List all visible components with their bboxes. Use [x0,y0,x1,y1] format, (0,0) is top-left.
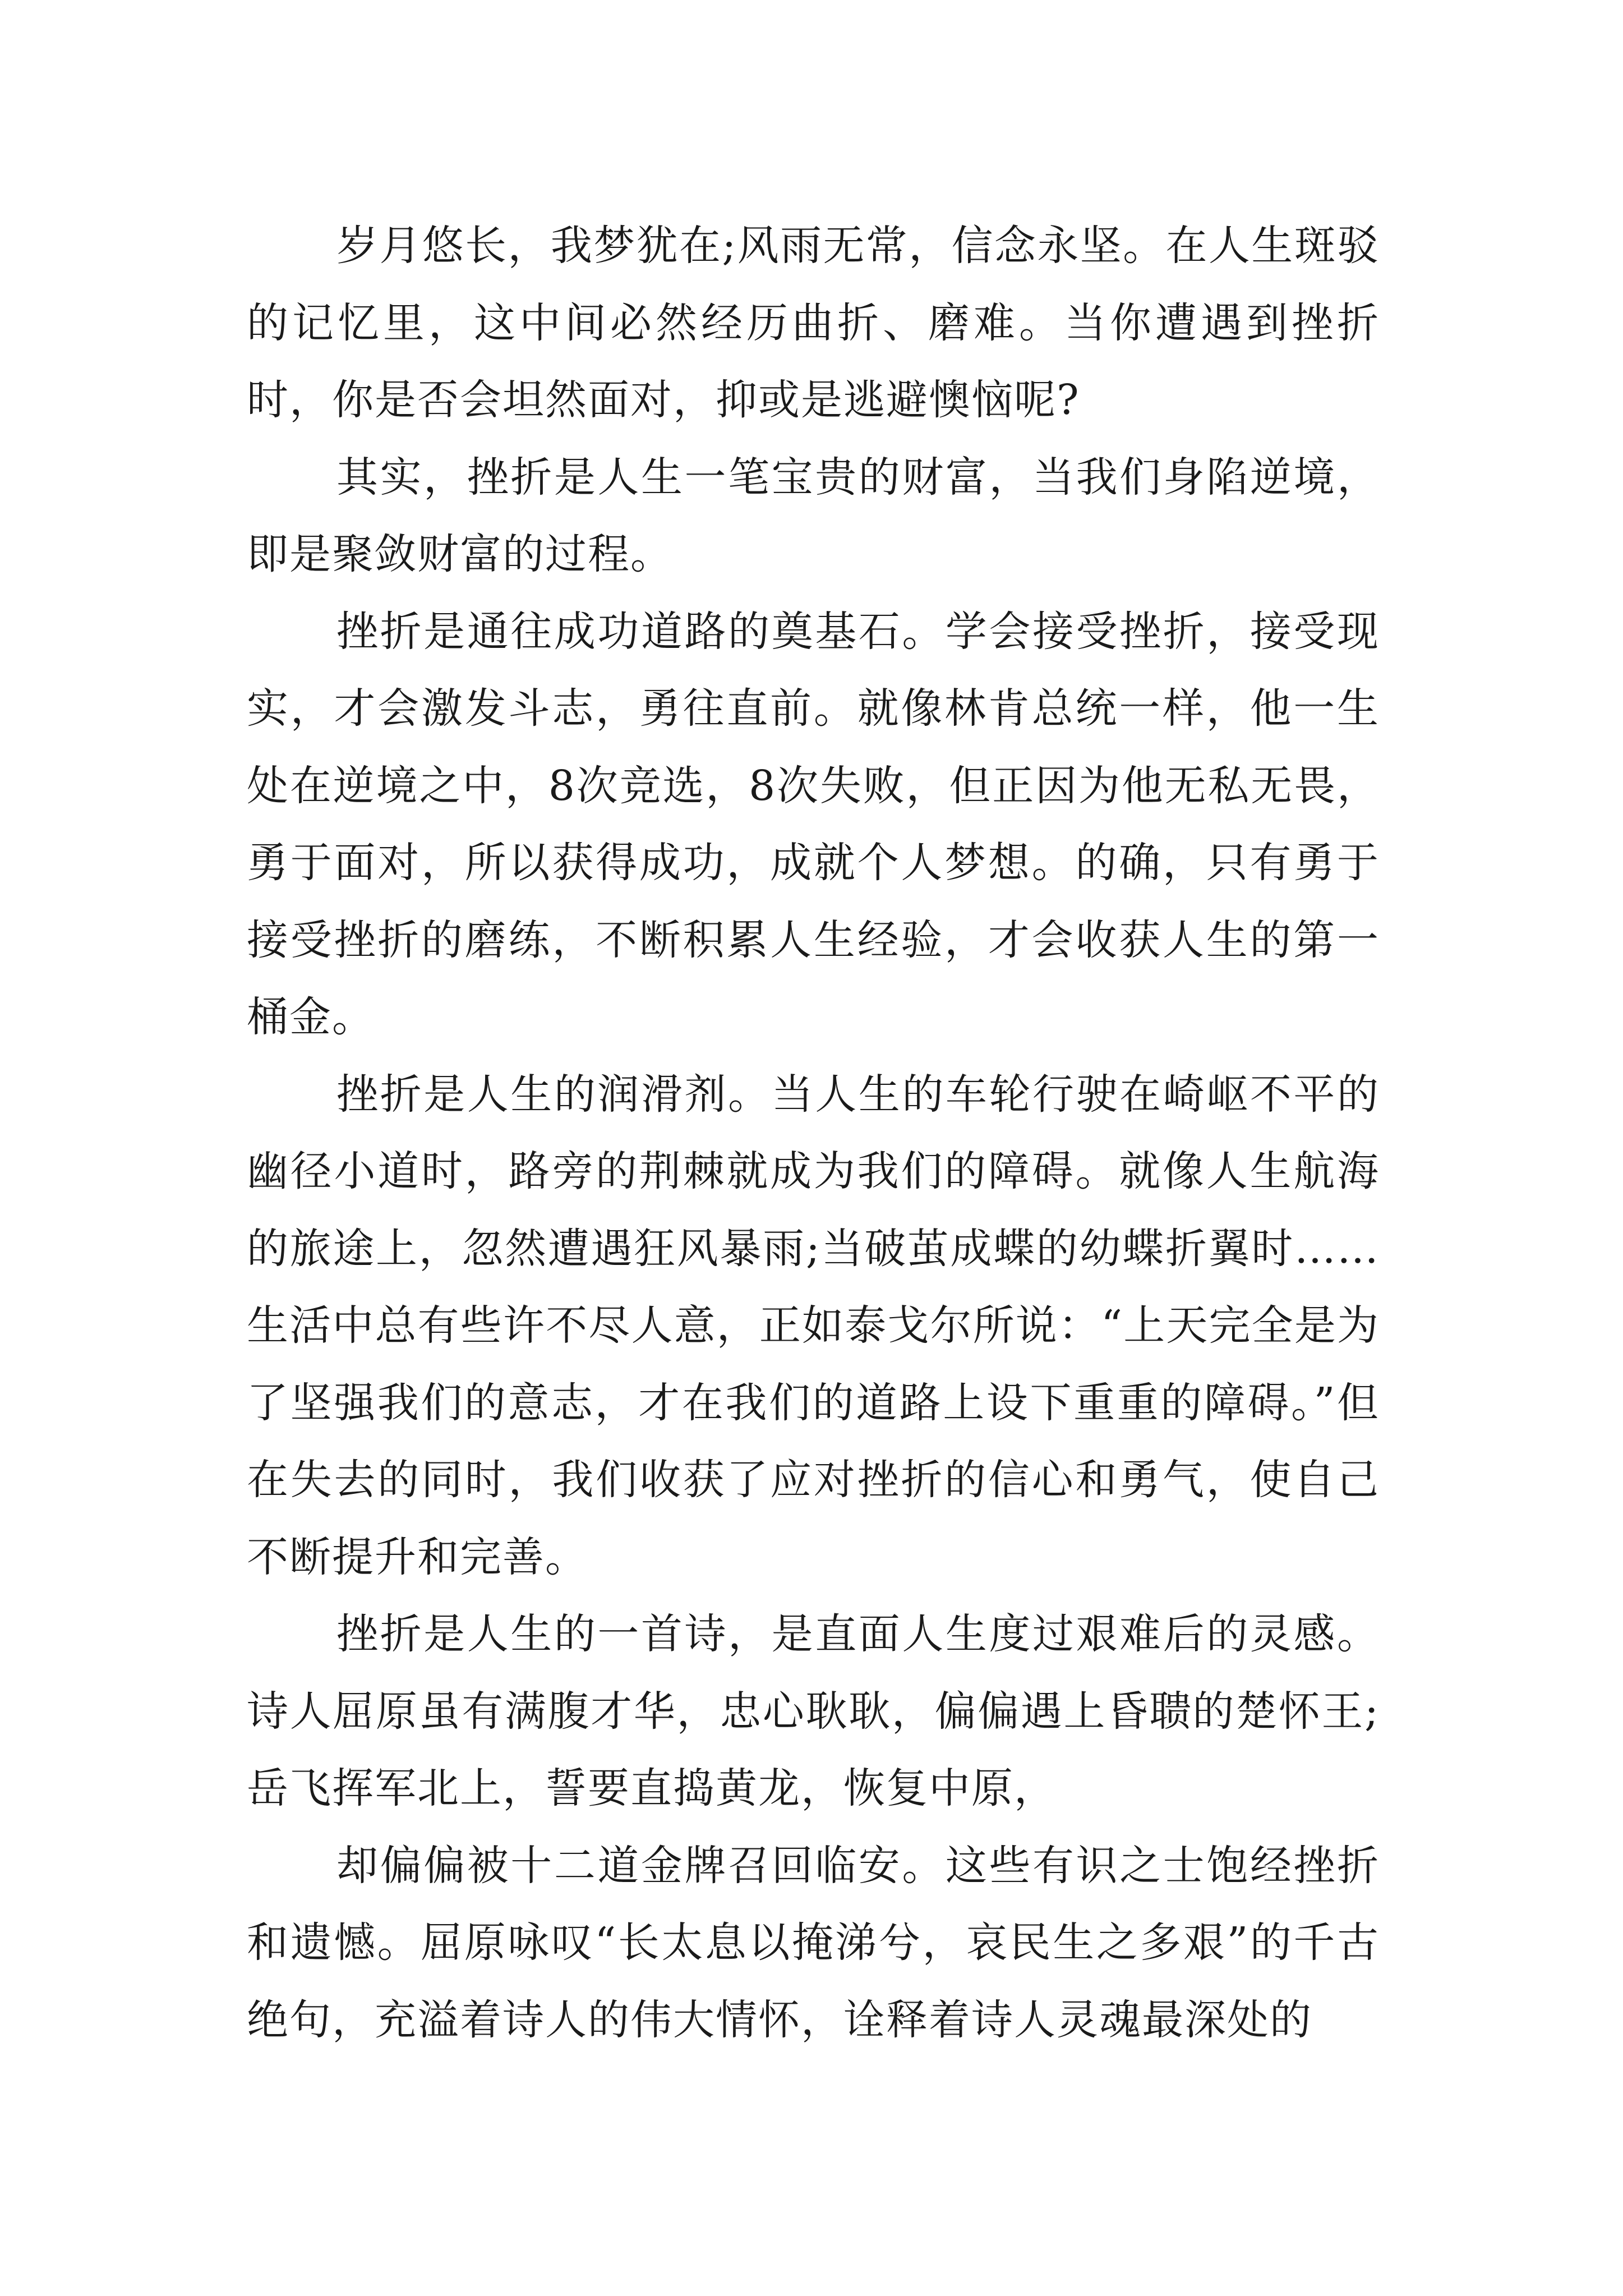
paragraph-1: 岁月悠长，我梦犹在;风雨无常，信念永坚。在人生斑驳的记忆里，这中间必然经历曲折、磨难。当你遭遇到挫折时，你是否会坦然面对，抑或是逃避懊恼呢? [247,222,1380,424]
essay-body [247,208,1380,2059]
paragraph-5: 挫折是人生的一首诗，是直面人生度过艰难后的灵感。诗人屈原虽有满腹才华，忠心耿耿，偏偏遇上昏聩的楚怀王;岳飞挥军北上，誓要直捣黄龙，恢复中原， [247,1610,1380,1812]
paragraph-4: 挫折是人生的润滑剂。当人生的车轮行驶在崎岖不平的幽径小道时，路旁的荆棘就成为我们的障碍。就像人生航海的旅途上，忽然遭遇狂风暴雨;当破茧成蝶的幼蝶折翼时……生活中总有些许不尽人意，正如泰戈尔所说：“上天完全是为了坚强我们的意志，才在我们的道路上设下重重的障碍。”但在失去的同时，我们收获了应对挫折的信心和勇气，使自己不断提升和完善。 [247,1070,1380,1581]
paragraph-3: 挫折是通往成功道路的奠基石。学会接受挫折，接受现实，才会激发斗志，勇往直前。就像林肯总统一样，他一生处在逆境之中，8次竞选，8次失败，但正因为他无私无畏，勇于面对，所以获得成功，成就个人梦想。的确，只有勇于接受挫折的磨练，不断积累人生经验，才会收获人生的第一桶金。 [247,607,1380,1041]
paragraph-6: 却偏偏被十二道金牌召回临安。这些有识之士饱经挫折和遗憾。屈原咏叹“长太息以掩涕兮，哀民生之多艰”的千古绝句，充溢着诗人的伟大情怀，诠释着诗人灵魂最深处的 [247,1841,1380,2044]
paragraph-2: 其实，挫折是人生一笔宝贵的财富，当我们身陷逆境，即是聚敛财富的过程。 [247,453,1380,578]
